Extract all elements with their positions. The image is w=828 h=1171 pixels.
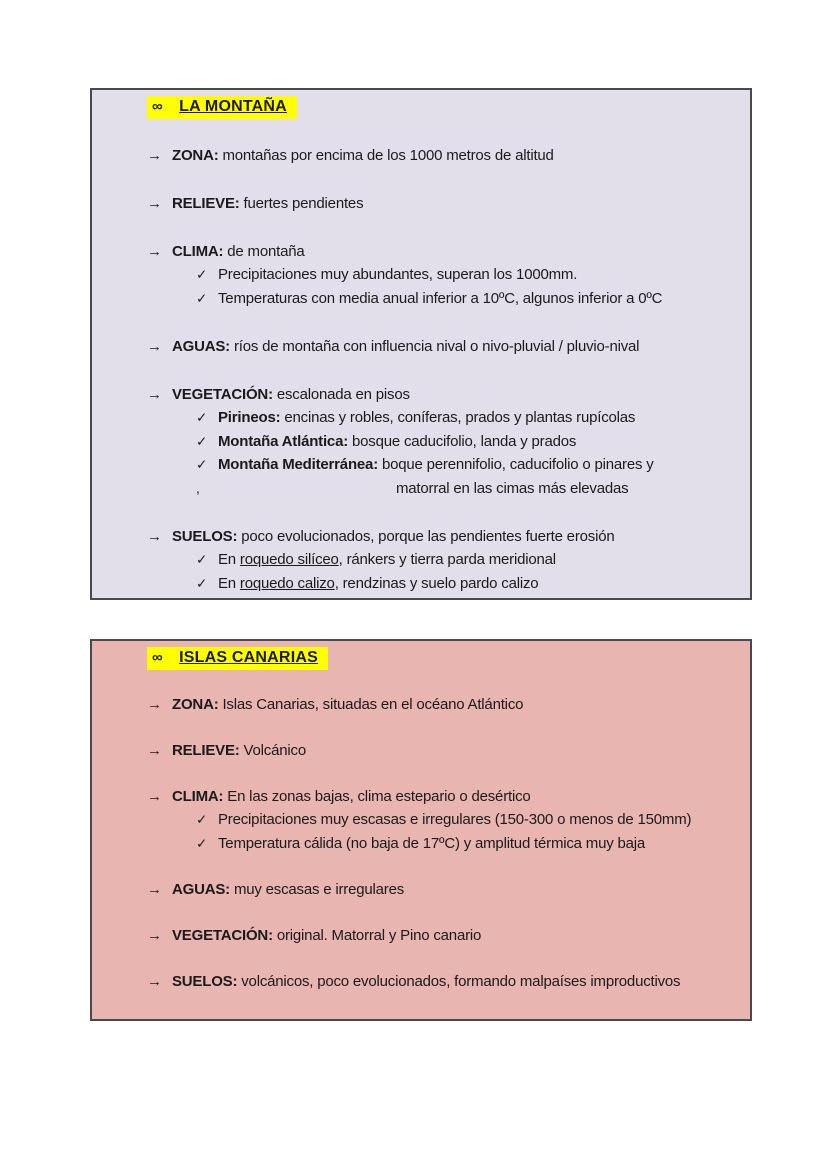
sub-list-clima [196, 263, 740, 310]
sub-label: Pirineos: [218, 409, 281, 426]
sub-item-continuation [196, 477, 740, 501]
item-label: VEGETACIÓN: [172, 386, 273, 403]
check-icon: ✓ [196, 410, 208, 425]
sub-text: Temperaturas con media anual inferior a 10ºC, algunos inferior a 0ºC [218, 289, 663, 307]
item-label: SUELOS: [172, 973, 238, 990]
infinity-bullet-icon: ∞ [152, 649, 163, 666]
sub-underlined: roquedo calizo [239, 574, 335, 592]
list-item-relieve [147, 740, 740, 762]
sub-item [196, 548, 740, 572]
sub-item [196, 832, 740, 856]
item-label: ZONA: [172, 147, 219, 164]
list-item-aguas [147, 879, 740, 901]
arrow-icon: → [147, 788, 162, 805]
comma-marker: , [196, 480, 200, 496]
title-highlight [147, 96, 297, 119]
section-title-row [147, 647, 740, 670]
sub-text: boque perennifolio, caducifolio o pinares y [381, 456, 654, 473]
item-text: Volcánico [243, 742, 306, 759]
item-label: CLIMA: [172, 788, 224, 805]
check-icon: ✓ [196, 552, 208, 567]
sub-text: encinas y robles, coníferas, prados y plantas rupícolas [284, 409, 636, 426]
check-icon: ✓ [196, 267, 208, 282]
list-item-zona [147, 145, 740, 167]
sub-item [196, 263, 740, 287]
item-label: RELIEVE: [172, 742, 240, 759]
item-label: AGUAS: [172, 338, 230, 355]
sub-underlined: roquedo silíceo [239, 551, 339, 568]
section-islas-canarias-content [92, 641, 750, 993]
item-text: montañas por encima de los 1000 metros de altitud [222, 147, 554, 164]
list-item-suelos [147, 526, 740, 548]
list-item-vegetacion [147, 384, 740, 406]
item-label: VEGETACIÓN: [172, 927, 273, 944]
list-item-clima [147, 241, 740, 263]
sub-suffix: , ránkers y tierra parda meridional [338, 551, 556, 568]
item-label: CLIMA: [172, 243, 224, 260]
list-item-clima [147, 786, 740, 808]
item-text: de montaña [227, 243, 305, 260]
list-item-suelos [147, 971, 740, 993]
arrow-icon: → [147, 696, 162, 713]
check-icon: ✓ [196, 835, 208, 851]
item-text: En las zonas bajas, clima estepario o desértico [227, 788, 531, 805]
arrow-icon: → [147, 927, 162, 944]
list-item-vegetacion [147, 925, 740, 947]
arrow-icon: → [147, 973, 162, 990]
section-la-montana [90, 88, 752, 600]
sub-item [196, 287, 740, 311]
sub-item [196, 430, 740, 454]
title-highlight [147, 647, 328, 670]
sub-item [196, 572, 740, 596]
sub-item [196, 453, 740, 477]
item-text: fuertes pendientes [243, 195, 364, 212]
check-icon: ✓ [196, 290, 208, 306]
arrow-icon: → [147, 243, 162, 260]
section-title: ISLAS CANARIAS [179, 649, 318, 666]
sub-item [196, 406, 740, 430]
sub-item [196, 808, 740, 832]
sub-suffix: , rendzinas y suelo pardo calizo [334, 574, 539, 592]
item-label: RELIEVE: [172, 195, 240, 212]
section-la-montana-content [92, 90, 750, 595]
item-label: AGUAS: [172, 881, 230, 898]
arrow-icon: → [147, 742, 162, 759]
arrow-icon: → [147, 528, 162, 545]
sub-text: Precipitaciones muy escasas e irregulares (150-300 o menos de 150mm) [218, 811, 692, 828]
sub-label: Montaña Atlántica: [218, 432, 349, 450]
item-text: escalonada en pisos [276, 386, 410, 403]
infinity-bullet-icon: ∞ [152, 98, 163, 115]
arrow-icon: → [147, 147, 162, 164]
list-item-aguas [147, 336, 740, 358]
item-label: ZONA: [172, 696, 219, 713]
check-icon: ✓ [196, 433, 208, 449]
item-text: Islas Canarias, situadas en el océano Atlántico [222, 696, 524, 713]
check-icon: ✓ [196, 575, 208, 591]
sub-prefix: En [218, 574, 240, 592]
sub-list-clima [196, 808, 740, 855]
item-text: muy escasas e irregulares [233, 881, 405, 898]
list-item-relieve [147, 193, 740, 215]
sub-list-vegetacion [196, 406, 740, 500]
arrow-icon: → [147, 338, 162, 355]
sub-text: Temperatura cálida (no baja de 17ºC) y amplitud térmica muy baja [218, 834, 646, 852]
item-text: ríos de montaña con influencia nival o nivo-pluvial / pluvio-nival [233, 338, 640, 355]
sub-list-suelos [196, 548, 740, 595]
sub-text: bosque caducifolio, landa y prados [352, 432, 577, 450]
item-text: original. Matorral y Pino canario [276, 927, 482, 944]
sub-text: matorral en las cimas más elevadas [396, 479, 629, 497]
check-icon: ✓ [196, 457, 208, 472]
arrow-icon: → [147, 881, 162, 898]
item-text: poco evolucionados, porque las pendientes fuerte erosión [241, 528, 615, 545]
section-islas-canarias [90, 639, 752, 1021]
arrow-icon: → [147, 195, 162, 212]
list-item-zona [147, 694, 740, 716]
item-text: volcánicos, poco evolucionados, formando malpaíses improductivos [241, 973, 681, 990]
sub-prefix: En [218, 551, 240, 568]
sub-label: Montaña Mediterránea: [218, 456, 378, 473]
check-icon: ✓ [196, 812, 208, 827]
section-title-row [147, 96, 740, 119]
section-title: LA MONTAÑA [179, 98, 287, 115]
item-label: SUELOS: [172, 528, 238, 545]
arrow-icon: → [147, 386, 162, 403]
sub-text: Precipitaciones muy abundantes, superan los 1000mm. [218, 266, 578, 283]
